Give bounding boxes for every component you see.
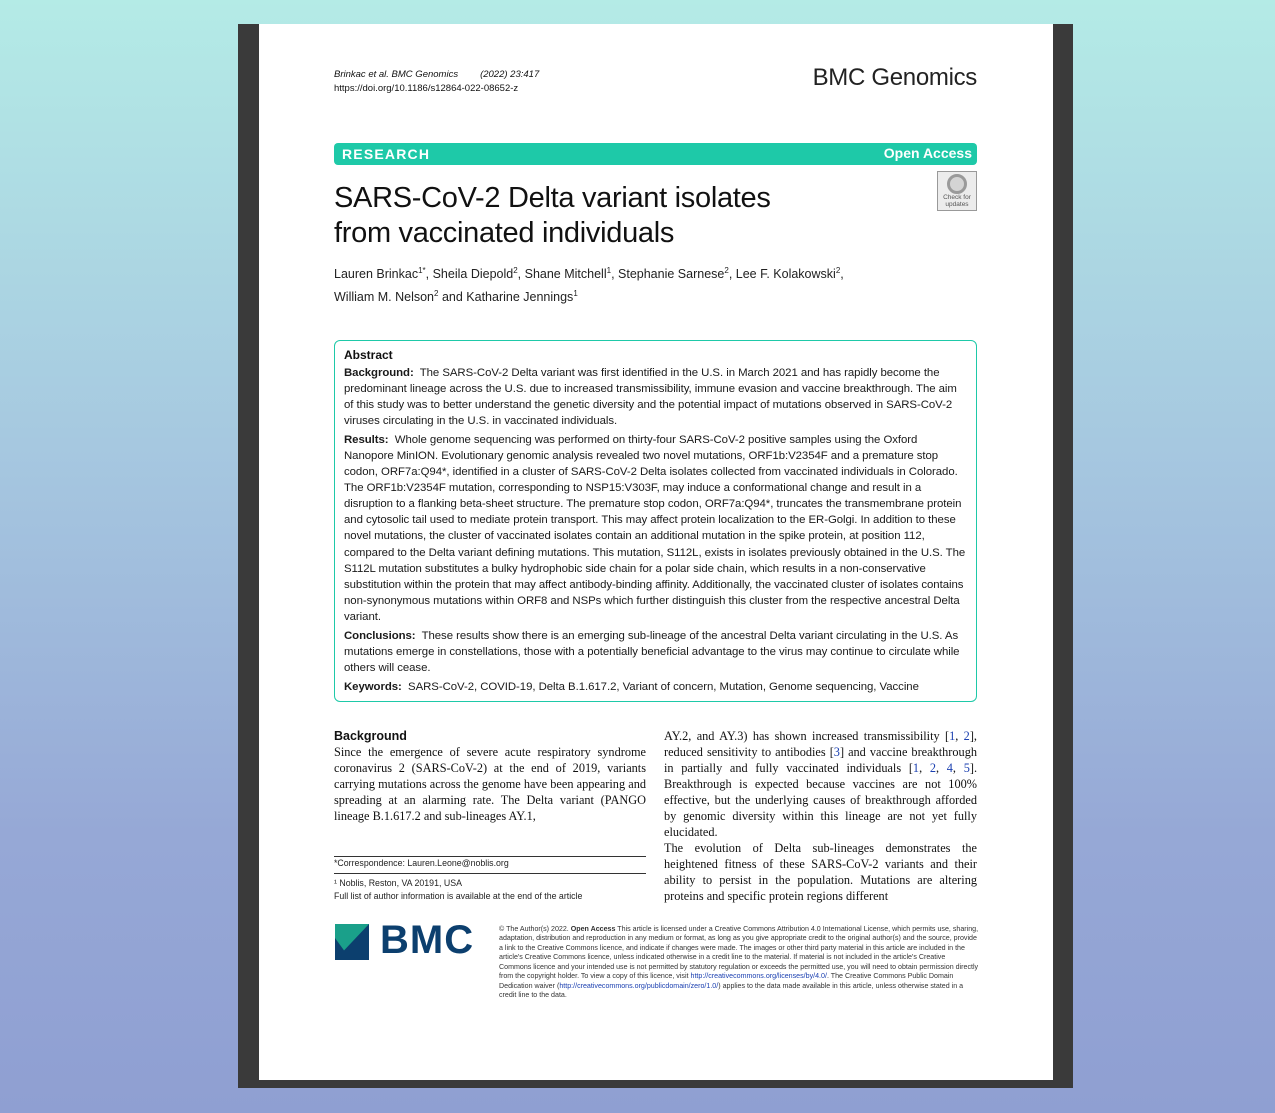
bmc-logo [335, 918, 480, 964]
body-text: , [955, 729, 964, 743]
author-name[interactable]: Lee F. Kolakowski [735, 267, 836, 282]
article-type-banner [334, 143, 977, 165]
check-updates-line1: Check for [943, 194, 971, 201]
section-heading-background: Background [334, 729, 407, 743]
article-title [334, 181, 894, 251]
author-sep: , [517, 267, 525, 282]
citation-ref[interactable]: 1 [912, 761, 920, 776]
author-affil: 2 [724, 266, 729, 275]
author-name[interactable]: Katharine Jennings [466, 290, 574, 305]
doi-link[interactable]: https://doi.org/10.1186/s12864-022-08652-z [334, 83, 519, 94]
citation-ref[interactable]: 2 [963, 729, 970, 743]
body-text: ], reduced sensitivity to antibodies [ [664, 729, 977, 760]
citation-ref[interactable]: 5 [963, 761, 970, 776]
body-paragraph [664, 728, 977, 840]
author-affil: 1* [418, 266, 426, 275]
license-body: ) applies to the data made available in this article, unless otherwise stated in a credit line to the data. [499, 981, 964, 1000]
abstract-box [334, 340, 977, 702]
check-for-updates-badge[interactable] [937, 171, 977, 211]
citation-ref[interactable]: 3 [833, 745, 840, 760]
footnote-divider [334, 856, 646, 857]
license-oa: Open Access [570, 925, 616, 933]
check-updates-line2: updates [945, 201, 969, 208]
body-text: ] and vaccine breakthrough in partially and fully vaccinated individuals [ [664, 745, 977, 776]
author-name[interactable]: Lauren Brinkac [334, 267, 419, 282]
body-column-right [664, 728, 977, 905]
check-updates-icon [947, 174, 967, 194]
abstract-keywords-label: Keywords: [344, 680, 402, 693]
footnote-divider [334, 873, 646, 874]
bmc-logo-text: BMC [380, 918, 475, 962]
body-text: , [919, 761, 930, 776]
abstract-results-label: Results: [344, 434, 389, 447]
body-text: , [952, 761, 964, 776]
author-affil: 2 [835, 266, 841, 275]
author-list [334, 261, 974, 307]
abstract-keywords-text: SARS-CoV-2, COVID-19, Delta B.1.617.2, Variant of concern, Mutation, Genome sequencing, Vaccine [408, 680, 919, 693]
citation-ref[interactable]: 2 [929, 761, 936, 776]
license-copyright: © The Author(s) 2022. [499, 925, 569, 933]
body-text: AY.2, and AY.3) has shown increased transmissibility [ [664, 729, 950, 743]
open-access-label: Open Access [883, 145, 972, 161]
waiver-link[interactable]: http://creativecommons.org/publicdomain/zero/1.0/ [559, 981, 719, 990]
citation-authors: Brinkac et al. BMC Genomics [334, 69, 459, 80]
article-type-label: RESEARCH [342, 146, 431, 162]
abstract-conclusions-text: These results show there is an emerging sub-lineage of the ancestral Delta variant circulating in the U.S. As mutations emerge in constellations, those with a potentially beneficial advantage to the virus may continue to circulate while others will cease. [344, 629, 960, 674]
body-column-left [334, 728, 646, 824]
bmc-logo-icon [335, 924, 369, 960]
body-text: ]. Breakthrough is expected because vaccines are not 100% effective, but the underlying causes of breakthrough afforded by genomic diversity within this lineage are not yet fully elucidated. [664, 761, 978, 840]
author-affil: 2 [513, 266, 518, 275]
affiliation-1: ¹ Noblis, Reston, VA 20191, USA [334, 878, 462, 888]
body-paragraph: Since the emergence of severe acute respiratory syndrome coronavirus 2 (SARS-CoV-2) at the end of 2019, variants carrying mutations across the genome have been appearing and spreading at an alarming rate. The Delta variant (PANGO lineage B.1.617.2 and sub-lineages AY.1, [334, 745, 646, 824]
author-sep: and [438, 290, 467, 305]
author-affil: 1 [606, 266, 612, 275]
author-name[interactable]: Sheila Diepold [432, 267, 514, 282]
affiliation-notes [334, 877, 582, 903]
journal-name: BMC Genomics [812, 64, 977, 91]
author-sep: , [728, 267, 736, 282]
author-name[interactable]: William M. Nelson [334, 290, 435, 305]
license-body: . The Creative Commons Public Domain Dedication waiver ( [499, 972, 954, 990]
author-sep: , [425, 267, 433, 282]
title-line-2: from vaccinated individuals [334, 217, 675, 249]
document-page [259, 24, 1053, 1080]
author-name[interactable]: Shane Mitchell [524, 267, 607, 282]
abstract-background-text: The SARS-CoV-2 Delta variant was first identified in the U.S. in March 2021 and has rapidly become the predominant lineage across the U.S. due to increased transmissibility, immune evasion and vaccine breakthrough. The aim of this study was to better understand the genetic diversity and the potential impact of mutations observed in SARS-CoV-2 viruses circulating in the U.S. in vaccinated individuals. [344, 367, 957, 428]
citation-ref[interactable]: 1 [949, 729, 956, 743]
author-affil: 2 [434, 289, 439, 299]
abstract-heading: Abstract [344, 348, 393, 362]
author-name[interactable]: Stephanie Sarnese [618, 267, 725, 282]
abstract-keywords [344, 679, 967, 695]
abstract-conclusions [344, 628, 967, 676]
abstract-background-label: Background: [344, 367, 414, 379]
license-link[interactable]: http://creativecommons.org/licenses/by/4.0/ [690, 972, 827, 981]
full-list-note: Full list of author information is available at the end of the article [334, 891, 583, 901]
license-text [499, 925, 979, 1001]
citation-block [334, 68, 539, 96]
citation-volume: (2022) 23:417 [480, 69, 540, 80]
body-text: , [936, 761, 947, 776]
author-sep: , [611, 267, 619, 282]
abstract-results-text: Whole genome sequencing was performed on thirty-four SARS-CoV-2 positive samples using the Oxford Nanopore MinION. Evolutionary genomic analysis revealed two novel mutations, ORF1b:V2354F and a premature stop codon, ORF7a:Q94*, identified in a cluster of SARS-CoV-2 Delta isolates collected from vaccinated individuals in Colorado. The ORF1b:V2354F mutation, corresponding to NSP15:V303F, may induce a conformational change and result in a disruption to a flanking beta-sheet structure. The premature stop codon, ORF7a:Q94*, truncates the transmembrane protein and cytosolic tail used to mediate protein transport. This may affect protein localization to the ER-Golgi. In addition to these novel mutations, the cluster of vaccinated isolates contain an additional mutation in the spike protein, at position 112, compared to the Delta variant defining mutations. This mutation, S112L, exists in isolates previously obtained in the U.S. The S112L mutation substitutes a bulky hydrophobic side chain for a polar side chain, which results in a non-conservative substitution within the protein that may affect antibody-binding affinity. Additionally, the vaccinated cluster of isolates contains non-synonymous mutations within ORF8 and NSPs which further distinguish this cluster from the respective ancestral Delta variant. [344, 434, 966, 623]
title-line-1: SARS-CoV-2 Delta variant isolates [334, 182, 771, 214]
abstract-background [344, 365, 967, 429]
citation-ref[interactable]: 4 [946, 761, 953, 776]
author-affil: 1 [573, 289, 578, 299]
body-paragraph: The evolution of Delta sub-lineages demonstrates the heightened fitness of these SARS-CoV-2 variants and their ability to persist in the population. Mutations are altering proteins and specific protein regions different [664, 841, 977, 904]
abstract-conclusions-label: Conclusions: [344, 629, 416, 642]
author-sep: , [840, 267, 844, 282]
license-body: This article is licensed under a Creative Commons Attribution 4.0 International License, which permits use, sharing, adaptation, distribution and reproduction in any medium or format, as long as you give appropriate credit to the original author(s) and the source, provide a link to the Creative Commons licence, and indicate if changes were made. The images or other third party material in this article are included in the article's Creative Commons licence, unless indicated otherwise in a credit line to the material. If material is not included in the article's Creative Commons licence and your intended use is not permitted by statutory regulation or exceeds the permitted use, you will need to obtain permission directly from the copyright holder. To view a copy of this licence, visit [499, 925, 979, 981]
correspondence-note: *Correspondence: Lauren.Leone@noblis.org [334, 858, 509, 868]
abstract-results [344, 432, 967, 625]
